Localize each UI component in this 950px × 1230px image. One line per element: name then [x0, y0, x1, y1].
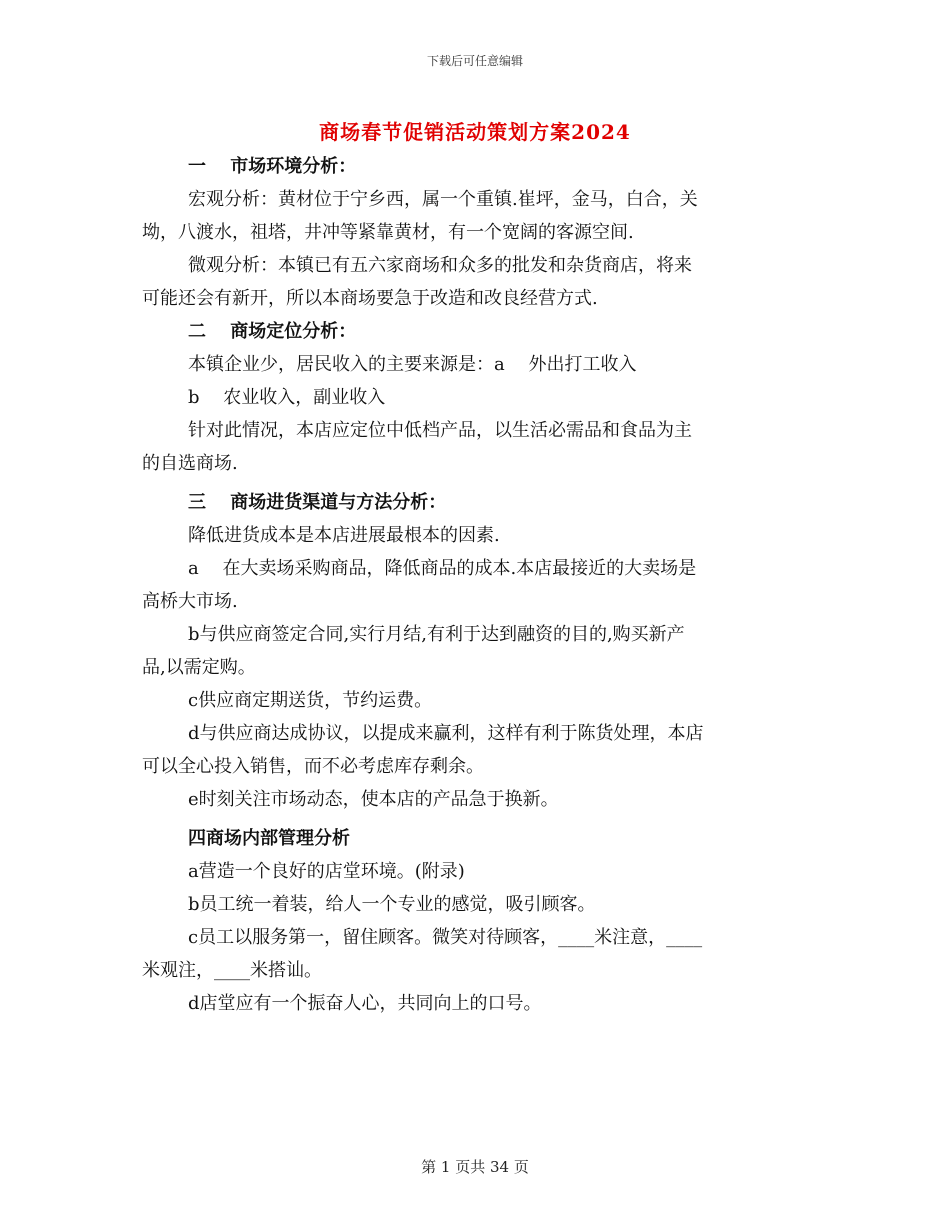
paragraph-line: b 农业收入，副业收入 — [188, 387, 386, 408]
section-heading-2: 二 商场定位分析： — [188, 321, 357, 342]
paragraph-line: 坳，八渡水，祖塔，井冲等紧靠黄材，有一个宽阔的客源空间. — [142, 222, 634, 243]
paragraph-line: d店堂应有一个振奋人心，共同向上的口号。 — [188, 993, 542, 1014]
paragraph-line: d与供应商达成协议，以提成来赢利，这样有利于陈货处理，本店 — [188, 723, 704, 744]
paragraph-line: 宏观分析：黄材位于宁乡西，属一个重镇.崔坪，金马，白合，关 — [188, 189, 698, 210]
document-title: 商场春节促销活动策划方案2024 — [319, 120, 631, 144]
paragraph-line: a营造一个良好的店堂环境。(附录) — [188, 861, 465, 882]
paragraph-line: 品,以需定购。 — [142, 657, 256, 678]
document-body — [142, 150, 810, 1020]
paragraph-line: 降低进货成本是本店进展最根本的因素. — [188, 525, 500, 546]
paragraph-line: e时刻关注市场动态，使本店的产品急于换新。 — [188, 789, 559, 810]
paragraph-line: a 在大卖场采购商品，降低商品的成本.本店最接近的大卖场是 — [188, 558, 697, 579]
page-header: 下载后可任意编辑 — [426, 54, 523, 68]
page-footer: 第 1 页共 34 页 — [421, 1158, 529, 1176]
paragraph-line: 高桥大市场. — [142, 591, 238, 612]
section-heading-1: 一 市场环境分析： — [188, 156, 357, 177]
paragraph-line: 米观注，____米搭讪。 — [142, 960, 322, 981]
paragraph-line: 可以全心投入销售，而不必考虑库存剩余。 — [142, 756, 484, 777]
paragraph-line: 的自选商场. — [142, 453, 238, 474]
paragraph-line: 微观分析：本镇已有五六家商场和众多的批发和杂货商店，将来 — [188, 255, 692, 276]
paragraph-line: b与供应商签定合同,实行月结,有利于达到融资的目的,购买新产 — [188, 624, 685, 645]
section-heading-3: 三 商场进货渠道与方法分析： — [188, 492, 447, 513]
paragraph-line: c供应商定期送货，节约运费。 — [188, 690, 433, 711]
paragraph-line: 针对此情况，本店应定位中低档产品，以生活必需品和食品为主 — [188, 420, 692, 441]
paragraph-line: c员工以服务第一，留住顾客。微笑对待顾客，____米注意，____ — [188, 927, 703, 948]
paragraph-line: 可能还会有新开，所以本商场要急于改造和改良经营方式. — [142, 288, 598, 309]
section-heading-4: 四商场内部管理分析 — [188, 828, 350, 849]
paragraph-line: 本镇企业少，居民收入的主要来源是：a 外出打工收入 — [188, 354, 637, 375]
paragraph-line: b员工统一着装，给人一个专业的感觉，吸引顾客。 — [188, 894, 596, 915]
